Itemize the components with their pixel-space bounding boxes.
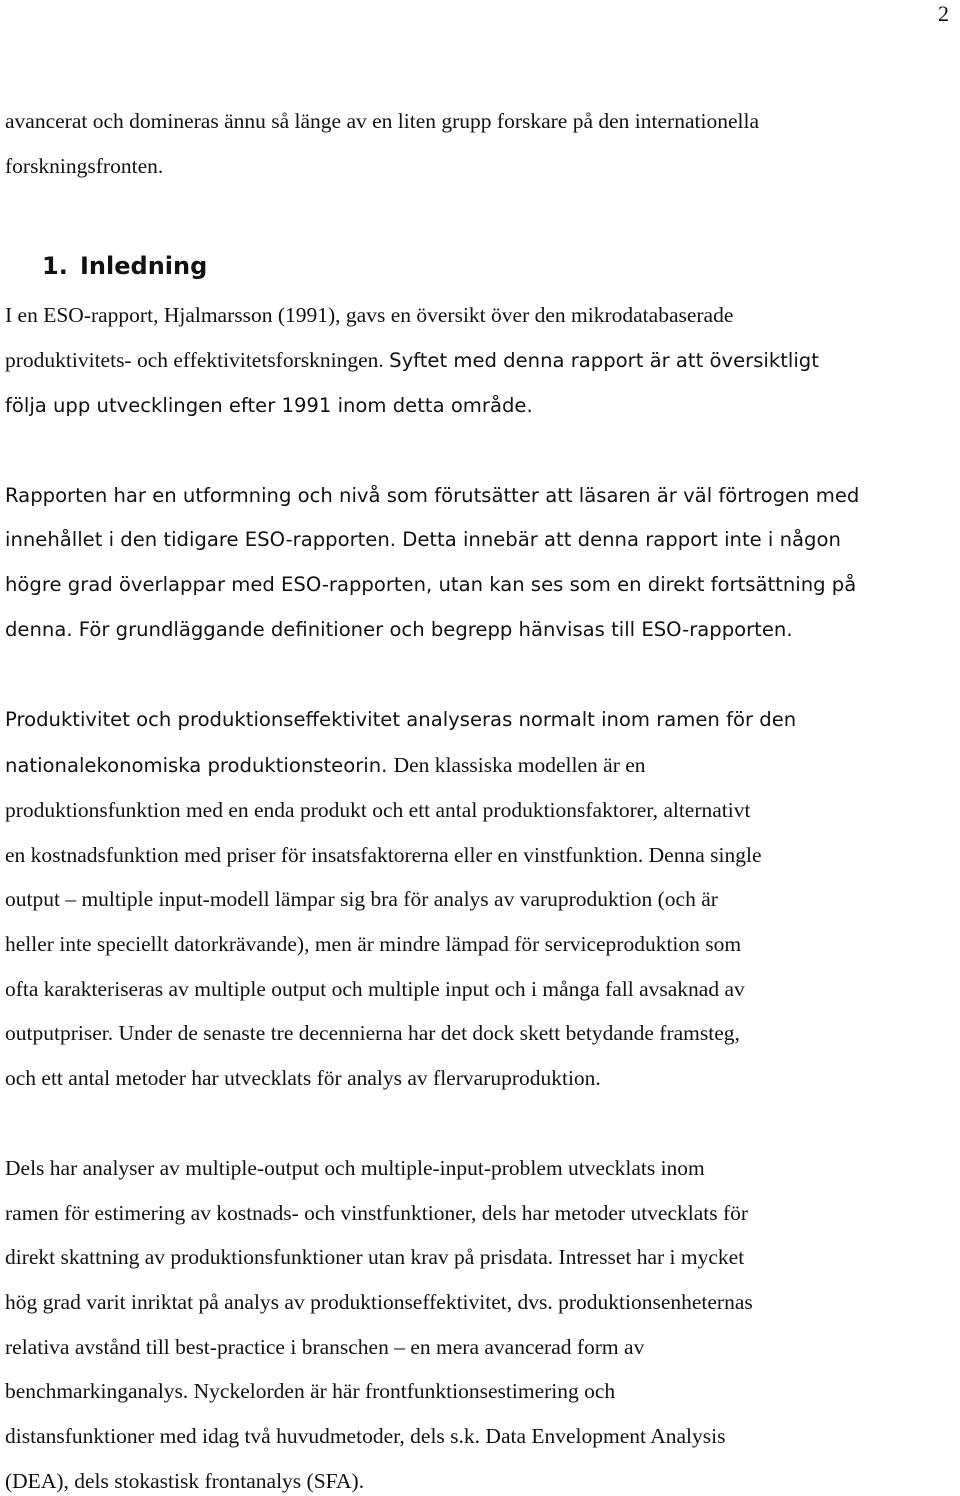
- p3-line-6: heller inte speciellt datorkrävande), men är mindre lämpad för serviceproduktion som: [5, 932, 742, 956]
- p4-line-4: hög grad varit inriktat på analys av produktionseffektivitet, dvs. produktionsenheternas: [5, 1290, 753, 1314]
- p4-line-1: Dels har analyser av multiple-output och multiple-input-problem utvecklats inom: [5, 1156, 705, 1180]
- section-title: Inledning: [80, 252, 208, 280]
- p3-line-1: Produktivitet och produktionseffektivitet analyseras normalt inom ramen för den: [5, 708, 797, 731]
- p3-line-2: [5, 750, 646, 781]
- p2-line-3: högre grad överlappar med ESO-rapporten, utan kan ses som en direkt fortsättning på: [5, 573, 857, 596]
- p3-line-2-part-b: Den klassiska modellen är en: [393, 753, 646, 777]
- p3-line-4: en kostnadsfunktion med priser för insatsfaktorerna eller en vinstfunktion. Denna single: [5, 843, 762, 867]
- p2-line-2: innehållet i den tidigare ESO-rapporten. Detta innebär att denna rapport inte i någon: [5, 528, 841, 551]
- p1-line-2-part-b: Syftet med denna rapport är att översiktligt: [389, 349, 819, 372]
- p4-line-8: (DEA), dels stokastisk frontanalys (SFA).: [5, 1469, 365, 1493]
- p1-line-3: följa upp utvecklingen efter 1991 inom detta område.: [5, 394, 533, 417]
- p4-line-2: ramen för estimering av kostnads- och vinstfunktioner, dels har metoder utvecklats för: [5, 1201, 749, 1225]
- intro-line-2: forskningsfronten.: [5, 154, 164, 178]
- p3-line-9: och ett antal metoder har utvecklats för analys av flervaruproduktion.: [5, 1066, 601, 1090]
- p3-line-7: ofta karakteriseras av multiple output och multiple input och i många fall avsaknad av: [5, 977, 745, 1001]
- intro-line-1: avancerat och domineras ännu så länge av en liten grupp forskare på den internationella: [5, 109, 759, 133]
- p1-line-2: [5, 345, 819, 376]
- p3-line-8: outputpriser. Under de senaste tre decennierna har det dock skett betydande framsteg,: [5, 1021, 740, 1045]
- section-number: 1.: [42, 252, 68, 280]
- p3-line-2-part-a: nationalekonomiska produktionsteorin.: [5, 754, 394, 777]
- p1-line-1: I en ESO-rapport, Hjalmarsson (1991), gavs en översikt över den mikrodatabaserade: [5, 303, 734, 327]
- p4-line-3: direkt skattning av produktionsfunktioner utan krav på prisdata. Intresset har i mycket: [5, 1245, 745, 1269]
- p4-line-7: distansfunktioner med idag två huvudmetoder, dels s.k. Data Envelopment Analysis: [5, 1424, 726, 1448]
- p2-line-1: Rapporten har en utformning och nivå som förutsätter att läsaren är väl förtrogen med: [5, 484, 860, 507]
- p4-line-6: benchmarkinganalys. Nyckelorden är här frontfunktionsestimering och: [5, 1379, 616, 1403]
- p2-line-4: denna. För grundläggande definitioner och begrepp hänvisas till ESO-rapporten.: [5, 618, 793, 641]
- p4-line-5: relativa avstånd till best-practice i branschen – en mera avancerad form av: [5, 1335, 645, 1359]
- p3-line-5: output – multiple input-modell lämpar sig bra för analys av varuproduktion (och är: [5, 887, 718, 911]
- p3-line-3: produktionsfunktion med en enda produkt och ett antal produktionsfaktorer, alternativt: [5, 798, 751, 822]
- section-heading: [42, 251, 207, 281]
- p1-line-2-part-a: produktivitets- och effektivitetsforskningen.: [5, 348, 390, 372]
- page-number: 2: [938, 1, 949, 26]
